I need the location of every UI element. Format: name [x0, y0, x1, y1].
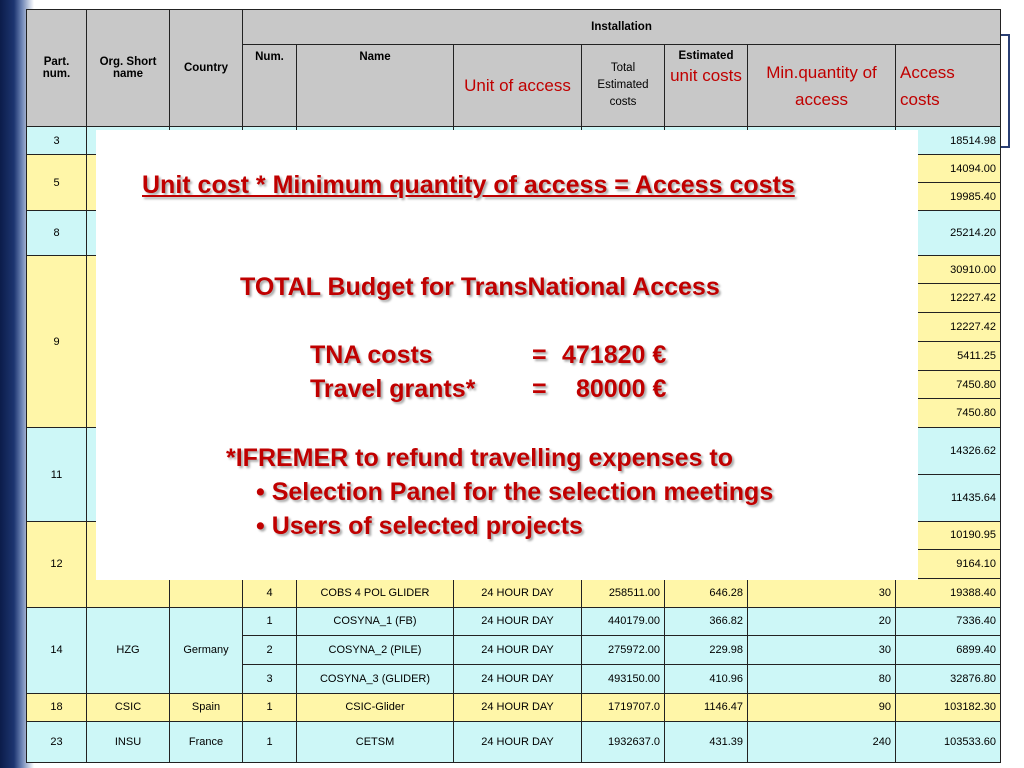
- cost-formula: Unit cost * Minimum quantity of access = Access costs: [142, 171, 795, 199]
- travel-grants-value: 80000 €: [576, 375, 667, 403]
- access-cost-cell: 14094.00: [896, 155, 1001, 183]
- country-cell: Spain: [170, 693, 243, 721]
- total-cost-cell: 1932637.0: [582, 721, 665, 762]
- name-cell: COBS 4 POL GLIDER: [297, 578, 454, 607]
- travel-grants-label: Travel grants*: [310, 375, 476, 403]
- unit-cost-cell: 366.82: [665, 607, 748, 635]
- access-cost-cell: 19388.40: [896, 578, 1001, 607]
- unit-cell: 24 HOUR DAY: [454, 664, 582, 693]
- access-cost-cell: 25214.20: [896, 211, 1001, 256]
- ifremer-note: *IFREMER to refund travelling expenses to: [226, 444, 734, 472]
- name-cell: COSYNA_1 (FB): [297, 607, 454, 635]
- unit-cell: 24 HOUR DAY: [454, 721, 582, 762]
- part-num-cell: 5: [27, 155, 87, 211]
- total-cost-cell: 493150.00: [582, 664, 665, 693]
- num-cell: 1: [243, 721, 297, 762]
- header-installation: Installation: [243, 10, 1001, 45]
- table-row: [27, 693, 1001, 721]
- name-cell: CETSM: [297, 721, 454, 762]
- tna-costs-label: TNA costs: [310, 341, 433, 369]
- min-qty-cell: 90: [748, 693, 896, 721]
- unit-cost-cell: 229.98: [665, 635, 748, 664]
- name-cell: COSYNA_3 (GLIDER): [297, 664, 454, 693]
- access-cost-cell: 7450.80: [896, 399, 1001, 428]
- part-num-cell: 18: [27, 693, 87, 721]
- access-cost-cell: 32876.80: [896, 664, 1001, 693]
- travel-grants-line: [310, 375, 666, 404]
- total-cost-cell: 258511.00: [582, 578, 665, 607]
- access-cost-cell: 7450.80: [896, 371, 1001, 399]
- num-cell: 3: [243, 664, 297, 693]
- access-cost-cell: 9164.10: [896, 549, 1001, 578]
- table-row: [27, 607, 1001, 635]
- part-num-cell: 3: [27, 127, 87, 155]
- part-num-cell: 14: [27, 607, 87, 693]
- access-cost-cell: 30910.00: [896, 256, 1001, 284]
- org-cell: INSU: [87, 721, 170, 762]
- name-cell: COSYNA_2 (PILE): [297, 635, 454, 664]
- header-access-costs: Access costs: [896, 45, 1001, 127]
- part-num-cell: 23: [27, 721, 87, 762]
- total-cost-cell: 1719707.0: [582, 693, 665, 721]
- min-qty-cell: 30: [748, 578, 896, 607]
- tna-equals: =: [532, 341, 547, 369]
- total-cost-cell: 440179.00: [582, 607, 665, 635]
- access-cost-cell: 10190.95: [896, 521, 1001, 549]
- access-cost-cell: 5411.25: [896, 342, 1001, 371]
- access-cost-cell: 19985.40: [896, 183, 1001, 211]
- header-country: Country: [170, 10, 243, 127]
- access-cost-cell: 103182.30: [896, 693, 1001, 721]
- access-cost-cell: 12227.42: [896, 284, 1001, 313]
- part-num-cell: 9: [27, 256, 87, 428]
- header-unit-of-access: Unit of access: [454, 45, 582, 127]
- total-cost-cell: 275972.00: [582, 635, 665, 664]
- header-min-quantity: Min.quantity of access: [748, 45, 896, 127]
- min-qty-cell: 20: [748, 607, 896, 635]
- access-cost-cell: 103533.60: [896, 721, 1001, 762]
- num-cell: 1: [243, 693, 297, 721]
- part-num-cell: 8: [27, 211, 87, 256]
- header-num: Num.: [243, 45, 297, 127]
- access-cost-cell: 7336.40: [896, 607, 1001, 635]
- unit-cell: 24 HOUR DAY: [454, 578, 582, 607]
- unit-cell: 24 HOUR DAY: [454, 607, 582, 635]
- slide-frame-accent: [1000, 34, 1010, 148]
- bullet-selection-panel: • Selection Panel for the selection meetings: [256, 478, 774, 506]
- country-cell: Germany: [170, 607, 243, 693]
- org-cell: HZG: [87, 607, 170, 693]
- access-cost-cell: 18514.98: [896, 127, 1001, 155]
- min-qty-cell: 240: [748, 721, 896, 762]
- unit-cell: 24 HOUR DAY: [454, 693, 582, 721]
- num-cell: 4: [243, 578, 297, 607]
- unit-cost-cell: 646.28: [665, 578, 748, 607]
- header-part-num: Part. num.: [27, 10, 87, 127]
- num-cell: 2: [243, 635, 297, 664]
- unit-cost-cell: 1146.47: [665, 693, 748, 721]
- budget-overlay-box: [96, 130, 918, 580]
- access-cost-cell: 12227.42: [896, 313, 1001, 342]
- min-qty-cell: 30: [748, 635, 896, 664]
- min-qty-cell: 80: [748, 664, 896, 693]
- name-cell: CSIC-Glider: [297, 693, 454, 721]
- access-cost-cell: 14326.62: [896, 428, 1001, 474]
- table-row: [27, 721, 1001, 762]
- tna-costs-value: 471820 €: [562, 341, 667, 369]
- unit-cost-cell: 431.39: [665, 721, 748, 762]
- total-budget-heading: TOTAL Budget for TransNational Access: [240, 273, 720, 301]
- num-cell: 1: [243, 607, 297, 635]
- unit-cell: 24 HOUR DAY: [454, 635, 582, 664]
- unit-cost-cell: 410.96: [665, 664, 748, 693]
- tna-costs-line: [310, 341, 666, 370]
- access-cost-cell: 11435.64: [896, 474, 1001, 521]
- part-num-cell: 12: [27, 521, 87, 607]
- header-org-short-name: Org. Short name: [87, 10, 170, 127]
- org-cell: CSIC: [87, 693, 170, 721]
- header-estimated-prefix: Estimated: [678, 50, 734, 63]
- header-total-estimated-costs: Total Estimated costs: [582, 45, 665, 127]
- bullet-users: • Users of selected projects: [256, 512, 583, 540]
- part-num-cell: 11: [27, 428, 87, 521]
- country-cell: France: [170, 721, 243, 762]
- header-unit-costs: unit costs: [670, 66, 742, 86]
- travel-equals: =: [532, 375, 547, 403]
- header-name: Name: [297, 45, 454, 127]
- access-cost-cell: 6899.40: [896, 635, 1001, 664]
- header-estimated-unit-costs: [665, 45, 748, 127]
